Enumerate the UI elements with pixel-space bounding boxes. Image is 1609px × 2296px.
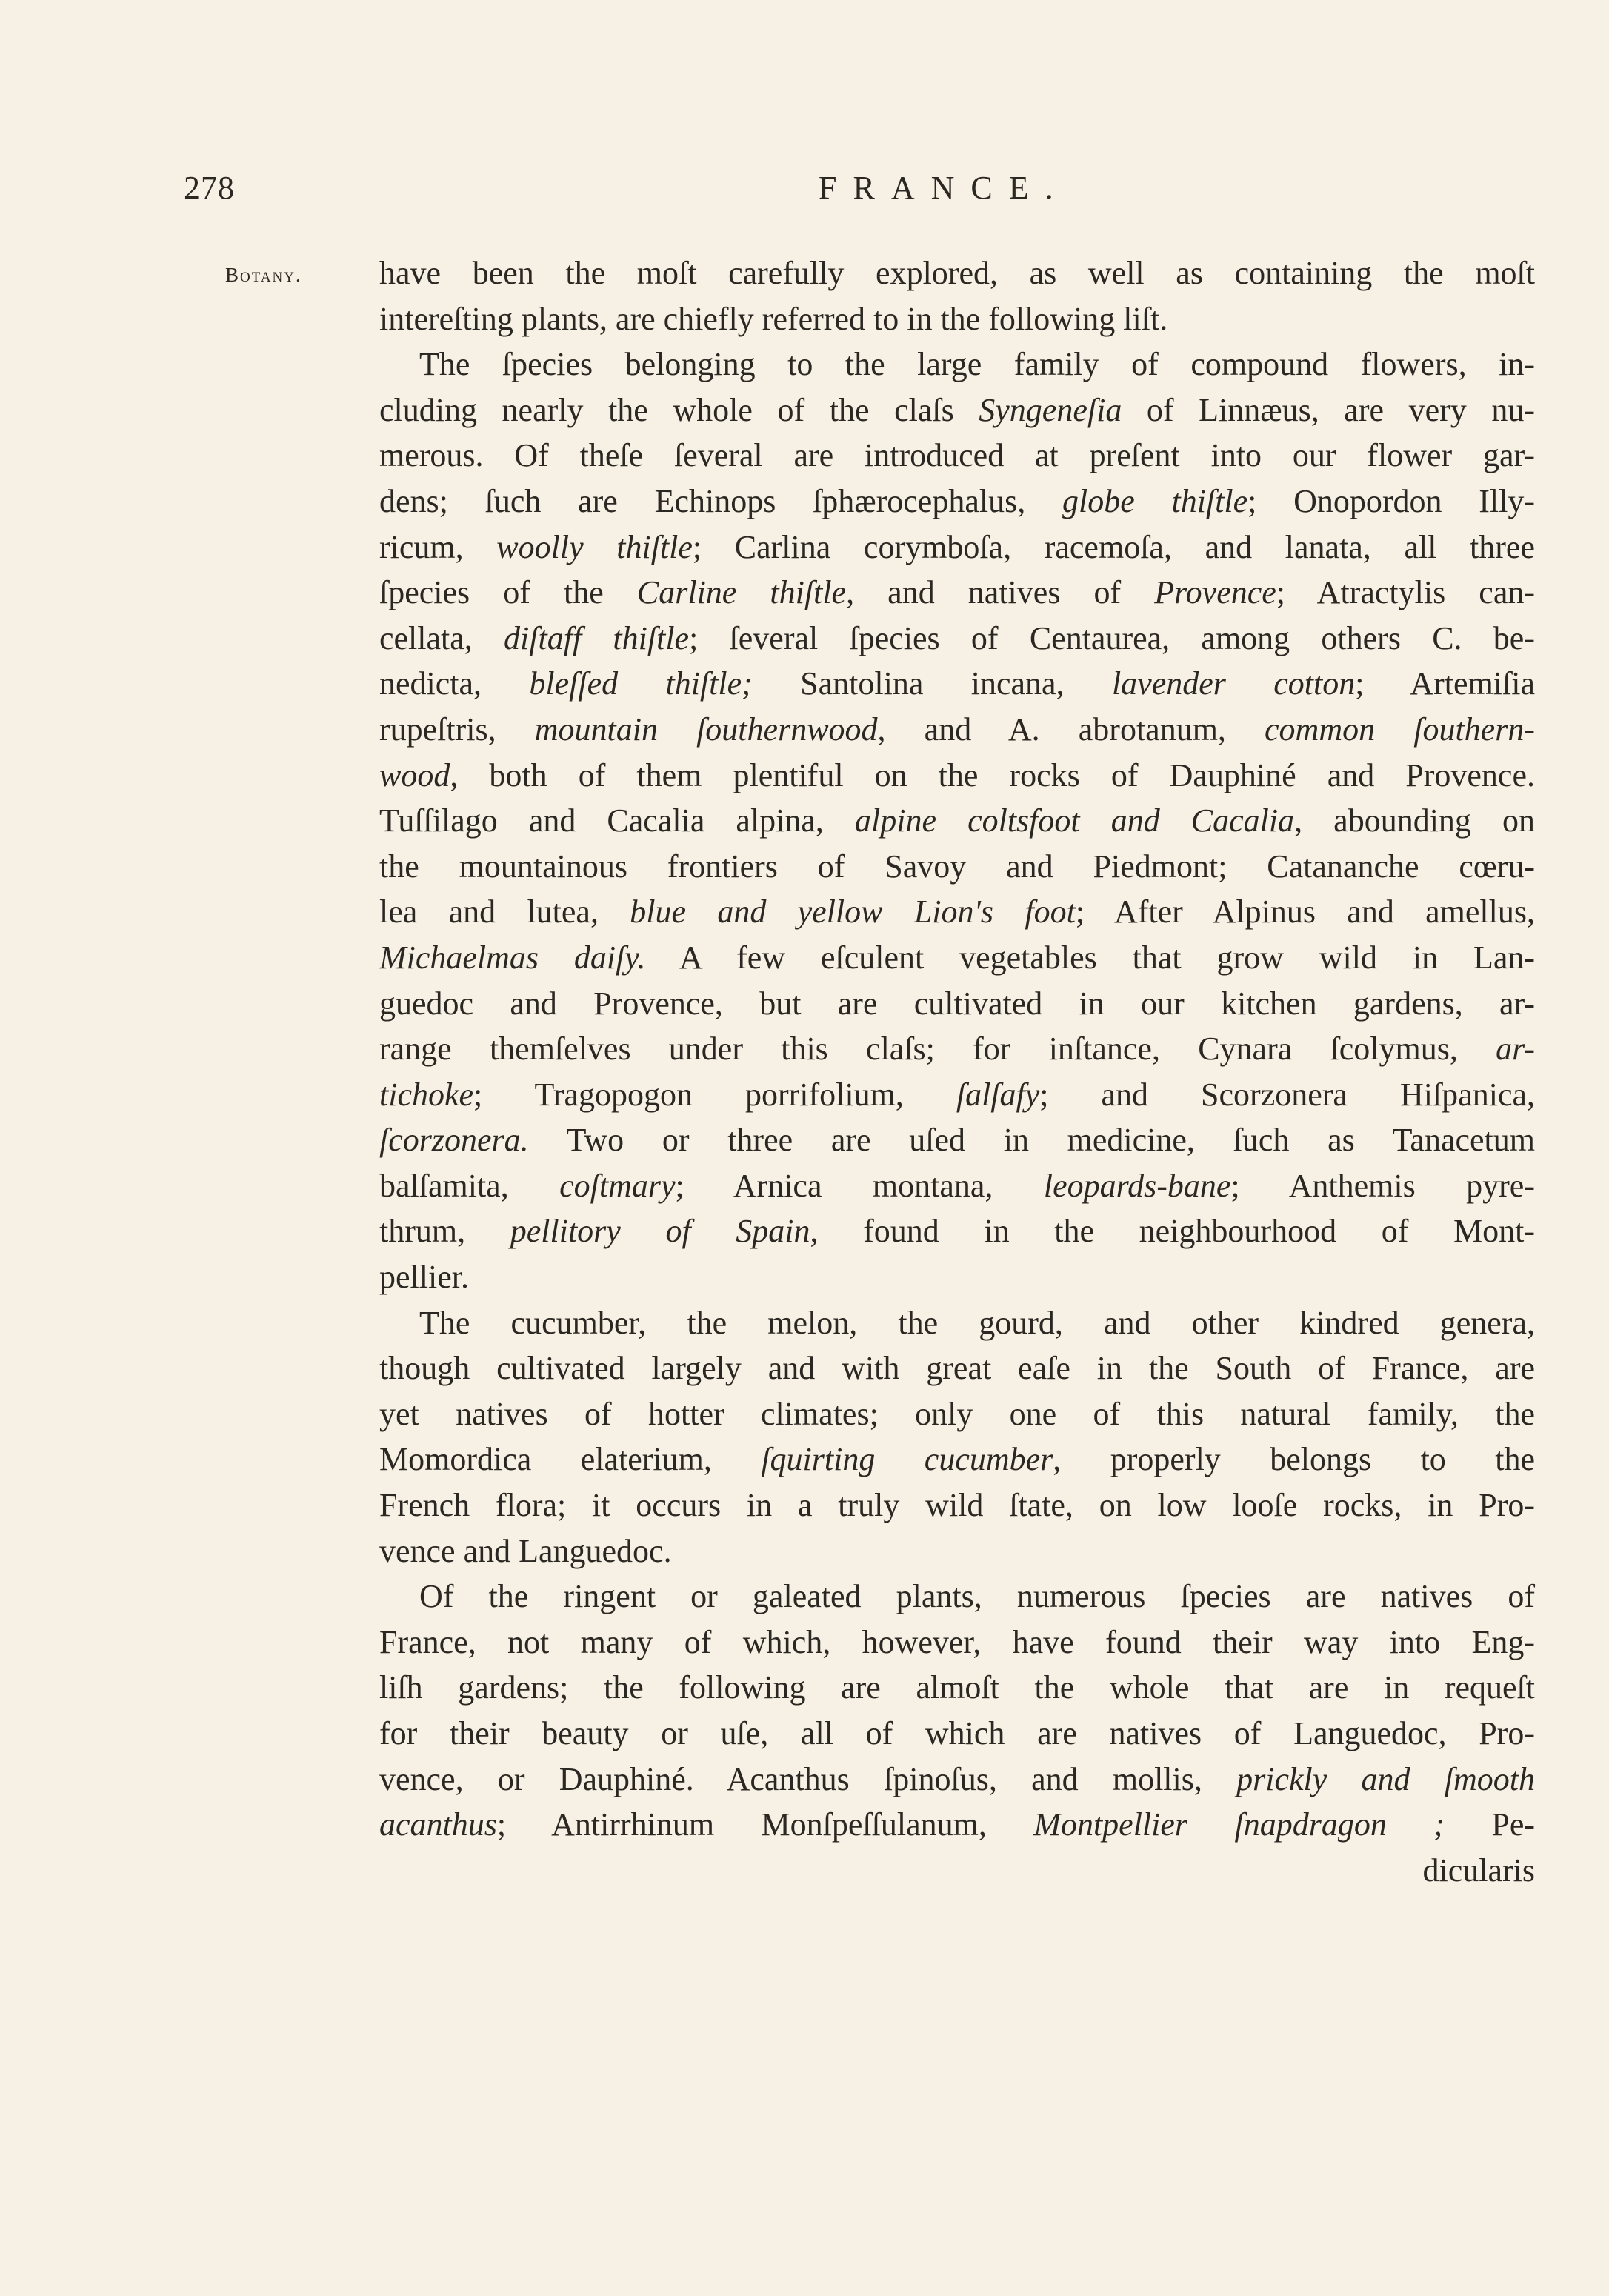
text-line: [379, 1483, 1535, 1528]
text-run: ; Atractylis can-: [1276, 574, 1535, 611]
italic-text: alpine coltsfoot and Cacalia: [855, 802, 1295, 839]
text-line: [379, 798, 1535, 844]
text-line: [379, 1254, 1535, 1300]
text-run: ; and Scorzonera Hiſpanica,: [1039, 1076, 1535, 1113]
text-line: [379, 1072, 1535, 1118]
text-run: The ſpecies belonging to the large family of compound flowers, in-: [419, 346, 1535, 383]
text-run: rupeſtris,: [379, 711, 535, 748]
italic-text: blue and yellow Lion's foot: [630, 894, 1076, 931]
text-line: [379, 1711, 1535, 1757]
text-line: [379, 296, 1535, 342]
side-note: Botany.: [225, 264, 302, 286]
italic-text: coſtmary: [559, 1167, 676, 1204]
text-run: ſpecies of the: [379, 574, 637, 611]
page-number: 278: [184, 170, 235, 206]
italic-text: leopards-bane: [1043, 1167, 1231, 1204]
italic-text: tichoke: [379, 1076, 474, 1113]
text-run: of Linnæus, are very nu-: [1122, 391, 1535, 428]
text-run: lea and lutea,: [379, 894, 630, 931]
body-text: [379, 250, 1535, 1893]
text-line: [379, 616, 1535, 662]
text-run: France, not many of which, however, have found their way into Eng-: [379, 1623, 1535, 1660]
text-run: ; Onopordon Illy-: [1247, 482, 1536, 519]
text-run: A few eſculent vegetables that grow wild in Lan-: [645, 939, 1536, 976]
italic-text: bleſſed thiſtle;: [529, 665, 753, 702]
text-line: [379, 250, 1535, 296]
text-run: ; Anthemis pyre-: [1230, 1167, 1535, 1204]
text-line: [379, 661, 1535, 707]
text-run: for their beauty or uſe, all of which are natives of Languedoc, Pro-: [379, 1715, 1535, 1751]
text-run: nedicta,: [379, 665, 530, 702]
text-run: , found in the neighbourhood of Mont-: [810, 1213, 1535, 1250]
text-run: , abounding on: [1294, 802, 1535, 839]
text-line: [379, 525, 1535, 570]
text-run: cluding nearly the whole of the claſs: [379, 391, 979, 428]
text-run: merous. Of theſe ſeveral are introduced at preſent into our flower gar-: [379, 437, 1535, 474]
italic-text: acanthus: [379, 1806, 497, 1843]
text-run: pellier.: [379, 1259, 469, 1296]
text-line: [379, 707, 1535, 753]
text-run: French flora; it occurs in a truly wild ſtate, on low looſe rocks, in Pro-: [379, 1487, 1535, 1524]
text-run: The cucumber, the melon, the gourd, and other kindred genera,: [419, 1304, 1535, 1341]
italic-text: common ſouthern-: [1265, 711, 1535, 748]
text-line: [379, 1574, 1535, 1620]
text-line: [379, 1848, 1535, 1894]
text-run: Of the ringent or galeated plants, numerous ſpecies are natives of: [419, 1578, 1535, 1615]
italic-text: wood: [379, 756, 450, 793]
text-line: [379, 1163, 1535, 1209]
text-run: yet natives of hotter climates; only one of this natural family, the: [379, 1395, 1535, 1432]
text-line: [379, 342, 1535, 387]
text-run: ; After Alpinus and amellus,: [1075, 894, 1535, 931]
text-line: [379, 753, 1535, 799]
text-line: [379, 570, 1535, 616]
italic-text: diſtaff thiſtle: [504, 619, 690, 656]
text-line: [379, 935, 1535, 981]
text-run: dens; ſuch are Echinops ſphærocephalus,: [379, 482, 1062, 519]
text-run: , properly belongs to the: [1053, 1441, 1536, 1478]
text-run: vence, or Dauphiné. Acanthus ſpinoſus, and mollis,: [379, 1760, 1237, 1797]
text-line: [379, 1300, 1535, 1346]
italic-text: lavender cotton: [1111, 665, 1356, 702]
text-run: ; Artemiſia: [1355, 665, 1535, 702]
italic-text: Michaelmas daiſy.: [379, 939, 646, 976]
text-run: , and A. abrotanum,: [877, 711, 1265, 748]
text-line: [379, 1208, 1535, 1254]
text-line: [379, 889, 1535, 935]
italic-text: ſalſafy: [956, 1076, 1040, 1113]
text-line: [379, 1620, 1535, 1666]
text-line: [379, 433, 1535, 479]
text-run: ; Tragopogon porrifolium,: [473, 1076, 956, 1113]
text-run: guedoc and Provence, but are cultivated in our kitchen gardens, ar-: [379, 985, 1535, 1022]
italic-text: Carline thiſtle: [636, 574, 847, 611]
italic-text: mountain ſouthernwood: [534, 711, 878, 748]
text-run: have been the moſt carefully explored, as well as containing the moſt: [379, 255, 1535, 291]
text-run: Tuſſilago and Cacalia alpina,: [379, 802, 856, 839]
text-line: [379, 981, 1535, 1027]
text-run: Two or three are uſed in medicine, ſuch as Tanacetum: [528, 1122, 1535, 1159]
text-line: [379, 1802, 1535, 1848]
running-head: FRANCE.: [819, 170, 1070, 206]
text-line: [379, 1757, 1535, 1803]
italic-text: ſcorzonera.: [379, 1122, 529, 1159]
italic-text: Syngeneſia: [979, 391, 1122, 428]
text-run: ; Arnica montana,: [675, 1167, 1044, 1204]
text-run: Santolina incana,: [752, 665, 1112, 702]
text-run: Pe-: [1444, 1806, 1535, 1843]
text-run: the mountainous frontiers of Savoy and Piedmont; Catananche cœru-: [379, 848, 1535, 885]
text-run: Momordica elaterium,: [379, 1441, 762, 1478]
text-line: [379, 1345, 1535, 1391]
text-run: range themſelves under this claſs; for inſtance, Cynara ſcolymus,: [379, 1031, 1496, 1068]
text-run: , and natives of: [846, 574, 1155, 611]
italic-text: ſquirting cucumber: [761, 1441, 1053, 1478]
italic-text: globe thiſtle: [1062, 482, 1248, 519]
text-line: [379, 844, 1535, 890]
italic-text: Montpellier ſnapdragon ;: [1033, 1806, 1445, 1843]
text-run: cellata,: [379, 619, 504, 656]
text-run: balſamita,: [379, 1167, 560, 1204]
text-line: [379, 1528, 1535, 1574]
text-line: [379, 1117, 1535, 1163]
text-line: [379, 387, 1535, 433]
text-run: thrum,: [379, 1213, 510, 1250]
text-run: dicularis: [1422, 1851, 1535, 1889]
text-run: liſh gardens; the following are almoſt the whole that are in requeſt: [379, 1669, 1535, 1706]
text-run: ricum,: [379, 528, 497, 565]
text-line: [379, 479, 1535, 525]
text-line: [379, 1026, 1535, 1072]
italic-text: Provence: [1154, 574, 1276, 611]
italic-text: prickly and ſmooth: [1236, 1760, 1535, 1797]
text-line: [379, 1391, 1535, 1437]
text-run: ; ſeveral ſpecies of Centaurea, among others C. be-: [689, 619, 1535, 656]
italic-text: pellitory of Spain: [510, 1213, 810, 1250]
italic-text: woolly thiſtle: [496, 528, 693, 565]
text-line: [379, 1437, 1535, 1483]
text-run: ; Antirrhinum Monſpeſſulanum,: [496, 1806, 1034, 1843]
text-line: [379, 1665, 1535, 1711]
text-run: , both of them plentiful on the rocks of Dauphiné and Provence.: [450, 756, 1535, 793]
italic-text: ar-: [1496, 1031, 1535, 1068]
text-run: intereſting plants, are chiefly referred to in the following liſt.: [379, 300, 1168, 337]
text-run: ; Carlina corymboſa, racemoſa, and lanata, all three: [692, 528, 1535, 565]
text-run: though cultivated largely and with great eaſe in the South of France, are: [379, 1350, 1535, 1387]
text-run: vence and Languedoc.: [379, 1532, 672, 1569]
